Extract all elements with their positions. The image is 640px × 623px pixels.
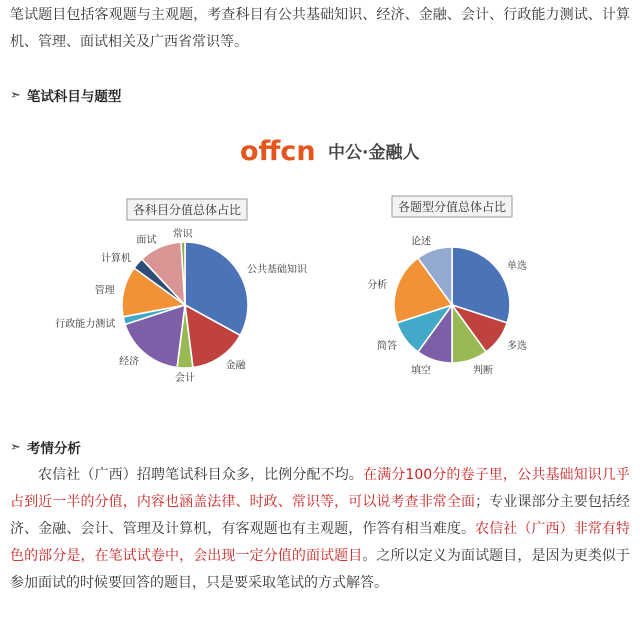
pie-slice-label: 分析 [367, 280, 388, 291]
chart-subjects [55, 199, 308, 383]
offcn-logo [240, 136, 419, 167]
analysis-paragraph [10, 462, 630, 597]
pie-subjects [55, 227, 308, 383]
analysis-text: 。之所以定义为面试题目，是因为更类似于参加面试的时候要回答的题目，只是要采取笔试的方式解答。 [10, 548, 631, 591]
section-heading-exam-analysis [10, 437, 81, 457]
pie-charts-figure [55, 118, 555, 383]
chart-title: 各科目分值总体占比 [132, 203, 242, 217]
section-title: 笔试科目与题型 [26, 89, 122, 105]
chart-title: 各题型分值总体占比 [397, 200, 507, 214]
pie-slice-label: 行政能力测试 [55, 318, 116, 330]
pie-slice-label: 判断 [473, 365, 493, 377]
pie-slice-label: 会计 [175, 373, 195, 383]
pie-slice-label: 管理 [94, 285, 115, 297]
pie-slice-label: 公共基础知识 [247, 264, 307, 276]
arrow-bullet-icon: ➣ [10, 439, 21, 455]
pie-slice-label: 面试 [136, 234, 157, 246]
pie-slice-label: 经济 [119, 356, 140, 368]
logo-brand-text: offcn [240, 136, 316, 167]
pie-slice-label: 简答 [377, 341, 397, 352]
pie-slice-label: 金融 [225, 360, 246, 372]
pie-slice-label: 多选 [507, 341, 527, 352]
pie-question-types [367, 234, 527, 376]
section-title: 考情分析 [26, 441, 81, 457]
logo-org-text: 中公·金融人 [328, 143, 420, 163]
analysis-text: ；专业课部分主要包括经济、金融、会计、管理及计算机，有客观题也有主观题，作答有相当难度。 [10, 494, 631, 537]
pie-slice-label: 单选 [507, 261, 527, 272]
pie-slice-label: 论述 [411, 236, 431, 248]
analysis-text: 农信社（广西）招聘笔试科目众多，比例分配不均。 [38, 467, 364, 483]
pie-slice-label: 填空 [411, 365, 431, 377]
intro-paragraph: 笔试题目包括客观题与主观题，考查科目有公共基础知识、经济、金融、会计、行政能力测试、计算机、管理、面试相关及广西省常识等。 [10, 7, 630, 50]
analysis-highlight: 在满分100分的卷子里，公共基础知识几乎占到近一半的分值，内容也涵盖法律、时政、常识等，可以说考查非常全面 [10, 467, 630, 510]
analysis-highlight: 农信社（广西）非常有特色的部分是，在笔试试卷中，会出现一定分值的面试题目 [10, 521, 631, 564]
pie-slice-label: 计算机 [101, 253, 131, 265]
arrow-bullet-icon: ➣ [10, 87, 21, 103]
section-heading-exam-subjects [10, 85, 121, 105]
chart-question-types [367, 196, 527, 377]
pie-slice-label: 常识 [172, 229, 193, 240]
